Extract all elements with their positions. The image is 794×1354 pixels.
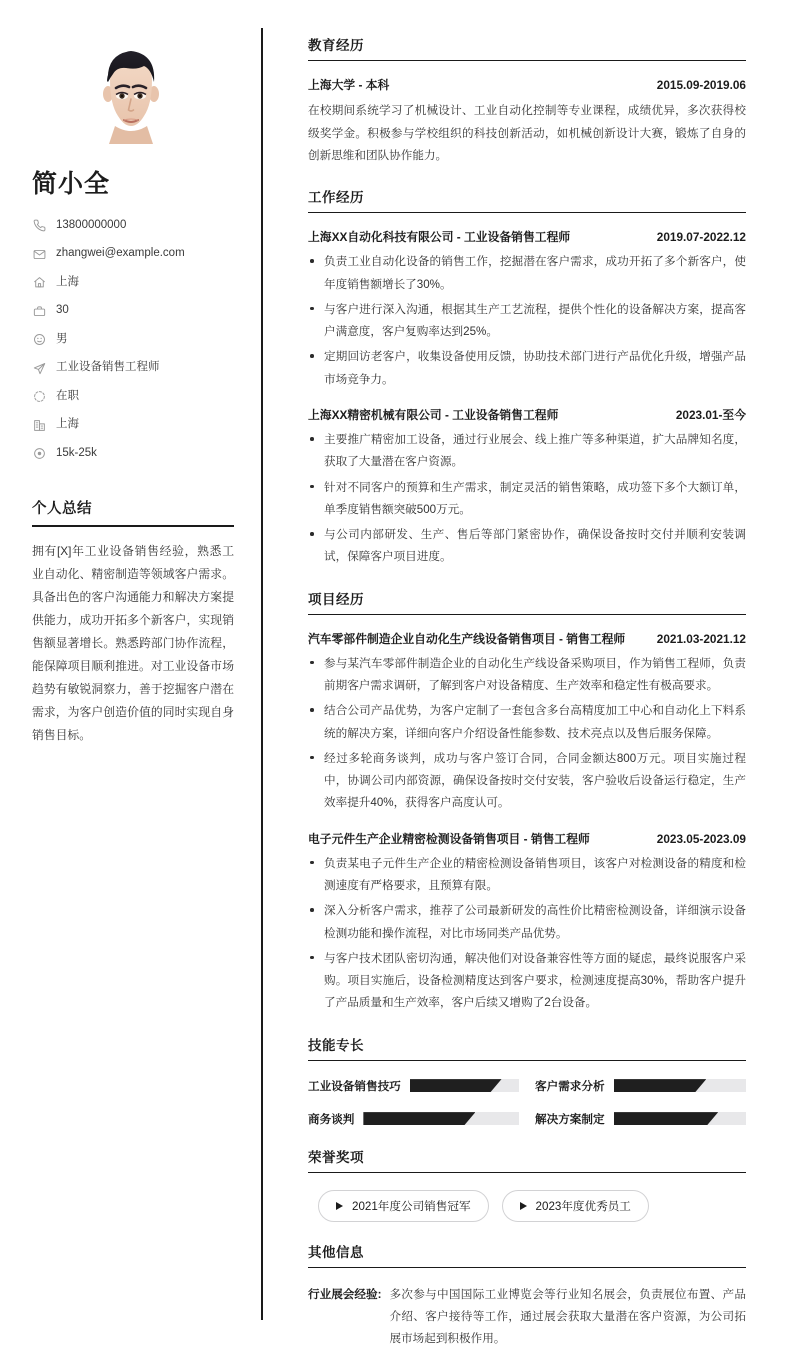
contact-item-status[interactable]	[32, 389, 234, 404]
project-bullets	[308, 853, 746, 1015]
bullet-item: 定期回访老客户，收集设备使用反馈，协助技术部门进行产品优化升级，增强产品市场竞争力。	[308, 346, 746, 391]
skills-title: 技能专长	[308, 1034, 746, 1061]
bullet-item: 经过多轮商务谈判，成功与客户签订合同，合同金额达800万元。项目实施过程中，协调公司内部资源，确保设备按时交付安装，客户验收后设备运行稳定，生产效率提升40%，获得客户高度认可。	[308, 748, 746, 815]
mail-icon	[32, 247, 47, 262]
skill-progress-fill	[614, 1079, 707, 1092]
work-entry-title: 上海XX自动化科技有限公司 - 工业设备销售工程师	[308, 230, 571, 245]
sidebar-divider	[261, 28, 263, 1320]
building-icon	[32, 418, 47, 433]
entry-head	[308, 630, 746, 648]
contact-value-phone: 13800000000	[56, 218, 127, 231]
award-label: 2021年度公司销售冠军	[352, 1199, 471, 1213]
contact-value-gender: 男	[56, 332, 68, 345]
skill-progress-track	[614, 1079, 746, 1092]
education-entry-date: 2015.09-2019.06	[656, 78, 746, 92]
award-badge[interactable]	[318, 1190, 489, 1222]
skill-label: 工业设备销售技巧	[308, 1079, 401, 1093]
summary-title: 个人总结	[32, 497, 234, 527]
project-entry-title: 电子元件生产企业精密检测设备销售项目 - 销售工程师	[308, 831, 590, 846]
other-section	[308, 1241, 746, 1351]
summary-section	[28, 497, 234, 747]
projects-section	[308, 588, 746, 1015]
contact-value-status: 在职	[56, 389, 79, 402]
contact-item-position[interactable]	[32, 361, 234, 376]
play-triangle-icon	[520, 1202, 527, 1210]
contact-list	[28, 218, 234, 461]
briefcase-icon	[32, 304, 47, 319]
bullet-item: 与客户进行深入沟通，根据其生产工艺流程，提供个性化的设备解决方案，提高客户满意度，客户复购率达到25%。	[308, 299, 746, 344]
work-bullets	[308, 251, 746, 391]
award-badge[interactable]	[502, 1190, 649, 1222]
contact-item-salary[interactable]	[32, 446, 234, 461]
skill-item	[535, 1111, 746, 1127]
home-icon	[32, 275, 47, 290]
awards-title: 荣誉奖项	[308, 1146, 746, 1173]
bullet-item: 针对不同客户的预算和生产需求，制定灵活的销售策略，成功签下多个大额订单，单季度销售额突破500万元。	[308, 477, 746, 522]
work-entry	[308, 406, 746, 569]
contact-value-salary: 15k-25k	[56, 446, 97, 459]
work-entry-title: 上海XX精密机械有限公司 - 工业设备销售工程师	[308, 407, 559, 422]
avatar	[83, 38, 179, 144]
skill-label: 解决方案制定	[535, 1112, 605, 1126]
other-row	[308, 1284, 746, 1351]
awards-section	[308, 1146, 746, 1222]
education-entry-desc: 在校期间系统学习了机械设计、工业自动化控制等专业课程，成绩优异，多次获得校级奖学金。积极参与学校组织的科技创新活动，如机械创新设计大赛，锻炼了自身的创新思维和团队协作能力。	[308, 104, 746, 162]
project-entry-date: 2021.03-2021.12	[656, 631, 746, 646]
skill-label: 客户需求分析	[535, 1079, 605, 1093]
gender-icon	[32, 332, 47, 347]
contact-item-location[interactable]	[32, 275, 234, 290]
work-section	[308, 186, 746, 569]
bullet-item: 参与某汽车零部件制造企业的自动化生产线设备采购项目，作为销售工程师，负责前期客户需求调研，了解到客户对设备精度、生产效率和稳定性有极高要求。	[308, 653, 746, 698]
sidebar	[0, 0, 262, 1354]
skill-progress-track	[614, 1112, 746, 1125]
entry-head	[308, 406, 746, 424]
entry-head	[308, 830, 746, 848]
bullet-item: 深入分析客户需求，推荐了公司最新研发的高性价比精密检测设备，详细演示设备检测功能和操作流程，对比市场同类产品优势。	[308, 900, 746, 945]
skill-item	[535, 1078, 746, 1094]
skill-progress-track	[410, 1079, 519, 1092]
work-entry	[308, 228, 746, 391]
project-entry	[308, 830, 746, 1015]
avatar-wrapper	[28, 38, 234, 144]
entry-head	[308, 76, 746, 94]
project-entry	[308, 630, 746, 815]
contact-item-phone[interactable]	[32, 218, 234, 233]
phone-icon	[32, 218, 47, 233]
person-name: 简小全	[32, 170, 111, 198]
target-icon	[32, 446, 47, 461]
summary-text: 拥有[X]年工业设备销售经验，熟悉工业自动化、精密制造等领域客户需求。具备出色的客户沟通能力和解决方案提供能力，成功开拓多个新客户，实现销售额显著增长。熟悉跨部门协作流程，能保障项目顺利推进。对工业设备市场趋势有敏锐洞察力，善于挖掘客户潜在需求，为客户创造价值的同时实现自身销售目标。	[32, 544, 234, 742]
play-triangle-icon	[336, 1202, 343, 1210]
education-entry	[308, 76, 746, 167]
work-bullets	[308, 429, 746, 569]
entry-head	[308, 228, 746, 246]
skill-progress-fill	[614, 1112, 719, 1125]
other-title: 其他信息	[308, 1241, 746, 1268]
skills-grid	[308, 1078, 746, 1127]
skill-item	[308, 1111, 519, 1127]
bullet-item: 负责工业自动化设备的销售工作，挖掘潜在客户需求，成功开拓了多个新客户，使年度销售额增长了30%。	[308, 251, 746, 296]
contact-value-email: zhangwei@example.com	[56, 247, 185, 260]
contact-item-email[interactable]	[32, 247, 234, 262]
work-title: 工作经历	[308, 186, 746, 213]
award-label: 2023年度优秀员工	[535, 1199, 631, 1213]
contact-item-gender[interactable]	[32, 332, 234, 347]
main-content	[262, 0, 794, 1354]
portrait-photo-icon	[83, 38, 179, 144]
awards-row	[308, 1190, 746, 1222]
other-label: 行业展会经验:	[308, 1287, 382, 1301]
contact-value-workplace: 上海	[56, 418, 79, 431]
refresh-icon	[32, 389, 47, 404]
skills-section	[308, 1034, 746, 1127]
skill-progress-track	[363, 1112, 519, 1125]
contact-value-location: 上海	[56, 275, 79, 288]
skill-progress-fill	[363, 1112, 475, 1125]
bullet-item: 与公司内部研发、生产、售后等部门紧密协作，确保设备按时交付并顺利安装调试，保障客户项目进度。	[308, 524, 746, 569]
bullet-item: 主要推广精密加工设备，通过行业展会、线上推广等多种渠道，扩大品牌知名度，获取了大量潜在客户资源。	[308, 429, 746, 474]
skill-label: 商务谈判	[308, 1112, 355, 1126]
contact-value-position: 工业设备销售工程师	[56, 361, 160, 374]
project-entry-title: 汽车零部件制造企业自动化生产线设备销售项目 - 销售工程师	[308, 631, 626, 646]
project-bullets	[308, 653, 746, 815]
work-entry-date: 2019.07-2022.12	[656, 230, 746, 245]
skill-progress-fill	[410, 1079, 502, 1092]
contact-item-age[interactable]	[32, 304, 234, 319]
send-icon	[32, 361, 47, 376]
project-entry-date: 2023.05-2023.09	[656, 831, 746, 846]
education-section	[308, 34, 746, 167]
other-value: 多次参与中国国际工业博览会等行业知名展会，负责展位布置、产品介绍、客户接待等工作，通过展会获取大量潜在客户资源，为公司拓展市场起到积极作用。	[389, 1287, 746, 1346]
bullet-item: 负责某电子元件生产企业的精密检测设备销售项目，该客户对检测设备的精度和检测速度有严格要求，且预算有限。	[308, 853, 746, 898]
bullet-item: 与客户技术团队密切沟通，解决他们对设备兼容性等方面的疑虑，最终说服客户采购。项目实施后，设备检测精度达到客户要求，检测速度提高30%，帮助客户提升了产品质量和生产效率，客户后续又增购了2台设备。	[308, 948, 746, 1015]
contact-value-age: 30	[56, 304, 69, 317]
education-title: 教育经历	[308, 34, 746, 61]
contact-item-workplace[interactable]	[32, 418, 234, 433]
bullet-item: 结合公司产品优势，为客户定制了一套包含多台高精度加工中心和自动化上下料系统的解决方案，详细向客户介绍设备性能参数、技术亮点以及售后服务保障。	[308, 700, 746, 745]
education-entry-title: 上海大学 - 本科	[308, 78, 390, 92]
skill-item	[308, 1078, 519, 1094]
projects-title: 项目经历	[308, 588, 746, 615]
work-entry-date: 2023.01-至今	[675, 407, 746, 422]
